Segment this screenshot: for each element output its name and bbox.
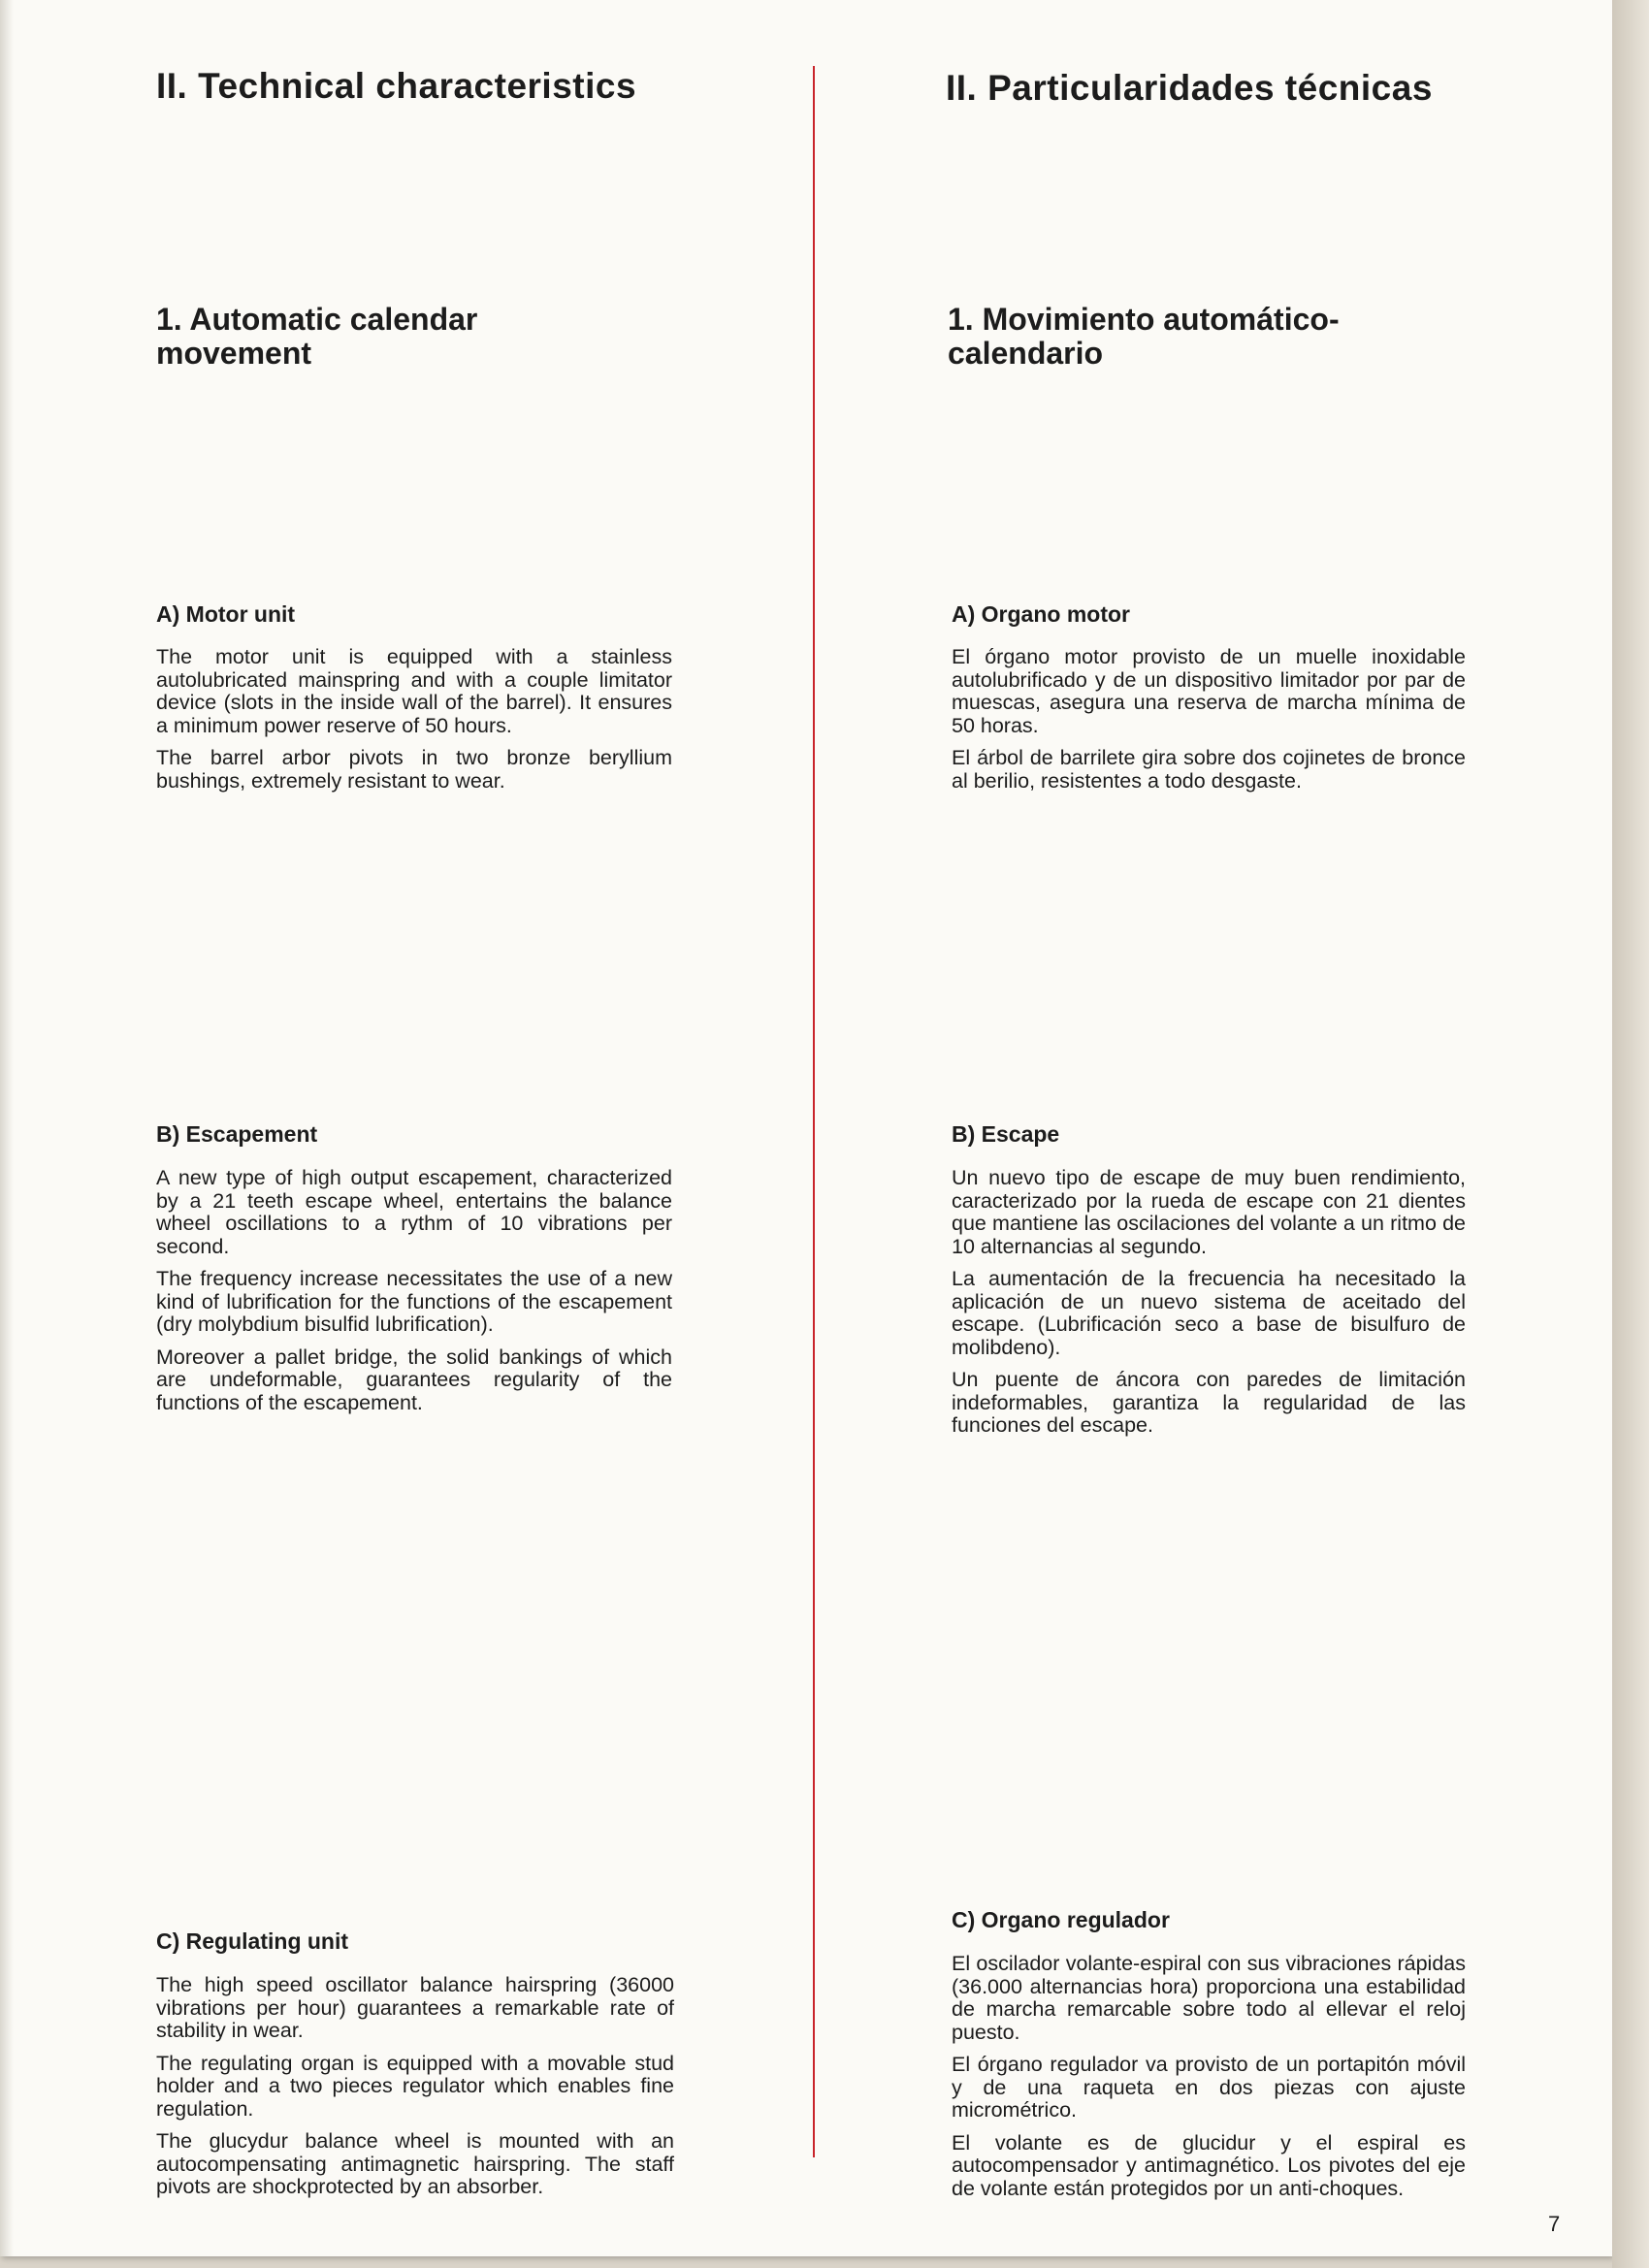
section-heading-escapement: B) Escapement bbox=[156, 1121, 318, 1147]
section-body-organo-motor bbox=[952, 646, 1466, 802]
paragraph: Un nuevo tipo de escape de muy buen rendimiento, caracterizado por la rueda de escape con 21 dientes que mantiene las oscilaciones del volante a un ritmo de 10 alternancias al segundo. bbox=[952, 1166, 1466, 1258]
paragraph: El volante es de glucidur y el espiral es autocompensador y antimagnético. Los pivotes del eje de volante están protegidos por un anti-choques. bbox=[952, 2130, 1466, 2200]
section-heading-organo-regulador: C) Organo regulador bbox=[952, 1907, 1170, 1932]
paragraph: The barrel arbor pivots in two bronze beryllium bushings, extremely resistant to wear. bbox=[156, 746, 672, 793]
paragraph: El oscilador volante-espiral con sus vibraciones rápidas (36.000 alternancias hora) proporciona una estabilidad de marcha remarcable sobre todo al ellevar el reloj puesto. bbox=[952, 1952, 1466, 2044]
paragraph: Un puente de áncora con paredes de limitación indeformables, garantiza la regularidad de las funciones del escape. bbox=[952, 1368, 1466, 1437]
paragraph: El órgano regulador va provisto de un portapitón móvil y de una raqueta en dos piezas con ajuste micrométrico. bbox=[952, 2053, 1466, 2122]
page-edge bbox=[1612, 0, 1649, 2268]
page-title-english: II. Technical characteristics bbox=[156, 66, 637, 106]
subtitle-english: 1. Automatic calendar movement bbox=[156, 302, 478, 371]
binding-shadow bbox=[0, 0, 14, 2256]
section-heading-motor-unit: A) Motor unit bbox=[156, 601, 296, 627]
section-body-escape bbox=[952, 1167, 1466, 1447]
paragraph: El árbol de barrilete gira sobre dos cojinetes de bronce al berilio, resistentes a todo desgaste. bbox=[952, 746, 1466, 793]
section-body-motor-unit bbox=[156, 646, 672, 802]
subtitle-spanish: 1. Movimiento automático-calendario bbox=[948, 302, 1340, 371]
paragraph: La aumentación de la frecuencia ha necesitado la aplicación de un nuevo sistema de aceitado del escape. (Lubrificación seco a base de bisulfuro de molibdeno). bbox=[952, 1267, 1466, 1359]
section-body-organo-regulador bbox=[952, 1953, 1466, 2210]
paragraph: The regulating organ is equipped with a movable stud holder and a two pieces regulator which enables fine regulation. bbox=[156, 2051, 674, 2121]
section-heading-escape: B) Escape bbox=[952, 1121, 1060, 1147]
paragraph: The glucydur balance wheel is mounted with an autocompensating antimagnetic hairspring. The staff pivots are shockprotected by an absorber. bbox=[156, 2129, 674, 2198]
paragraph: El órgano motor provisto de un muelle inoxidable autolubrificado y de un dispositivo limitador por par de muescas, asegura una reserva de marcha mínima de 50 horas. bbox=[952, 645, 1466, 737]
section-body-regulating-unit bbox=[156, 1974, 674, 2209]
page-title-spanish: II. Particularidades técnicas bbox=[946, 68, 1433, 108]
section-heading-regulating-unit: C) Regulating unit bbox=[156, 1928, 349, 1954]
section-heading-organo-motor: A) Organo motor bbox=[952, 601, 1130, 627]
paragraph: The motor unit is equipped with a stainless autolubricated mainspring and with a couple limitator device (slots in the inside wall of the barrel). It ensures a minimum power reserve of 50 hours. bbox=[156, 645, 672, 737]
paragraph: The high speed oscillator balance hairspring (36000 vibrations per hour) guarantees a remarkable rate of stability in wear. bbox=[156, 1973, 674, 2042]
paragraph: Moreover a pallet bridge, the solid bankings of which are undeformable, guarantees regularity of the functions of the escapement. bbox=[156, 1345, 672, 1414]
page-number: 7 bbox=[1548, 2212, 1561, 2236]
section-body-escapement bbox=[156, 1167, 672, 1424]
column-divider bbox=[813, 66, 815, 2157]
paragraph: The frequency increase necessitates the use of a new kind of lubrification for the functions of the escapement (dry molybdium bisulfid lubrification). bbox=[156, 1267, 672, 1336]
paragraph: A new type of high output escapement, characterized by a 21 teeth escape wheel, entertains the balance wheel oscillations to a rythm of 10 vibrations per second. bbox=[156, 1166, 672, 1258]
